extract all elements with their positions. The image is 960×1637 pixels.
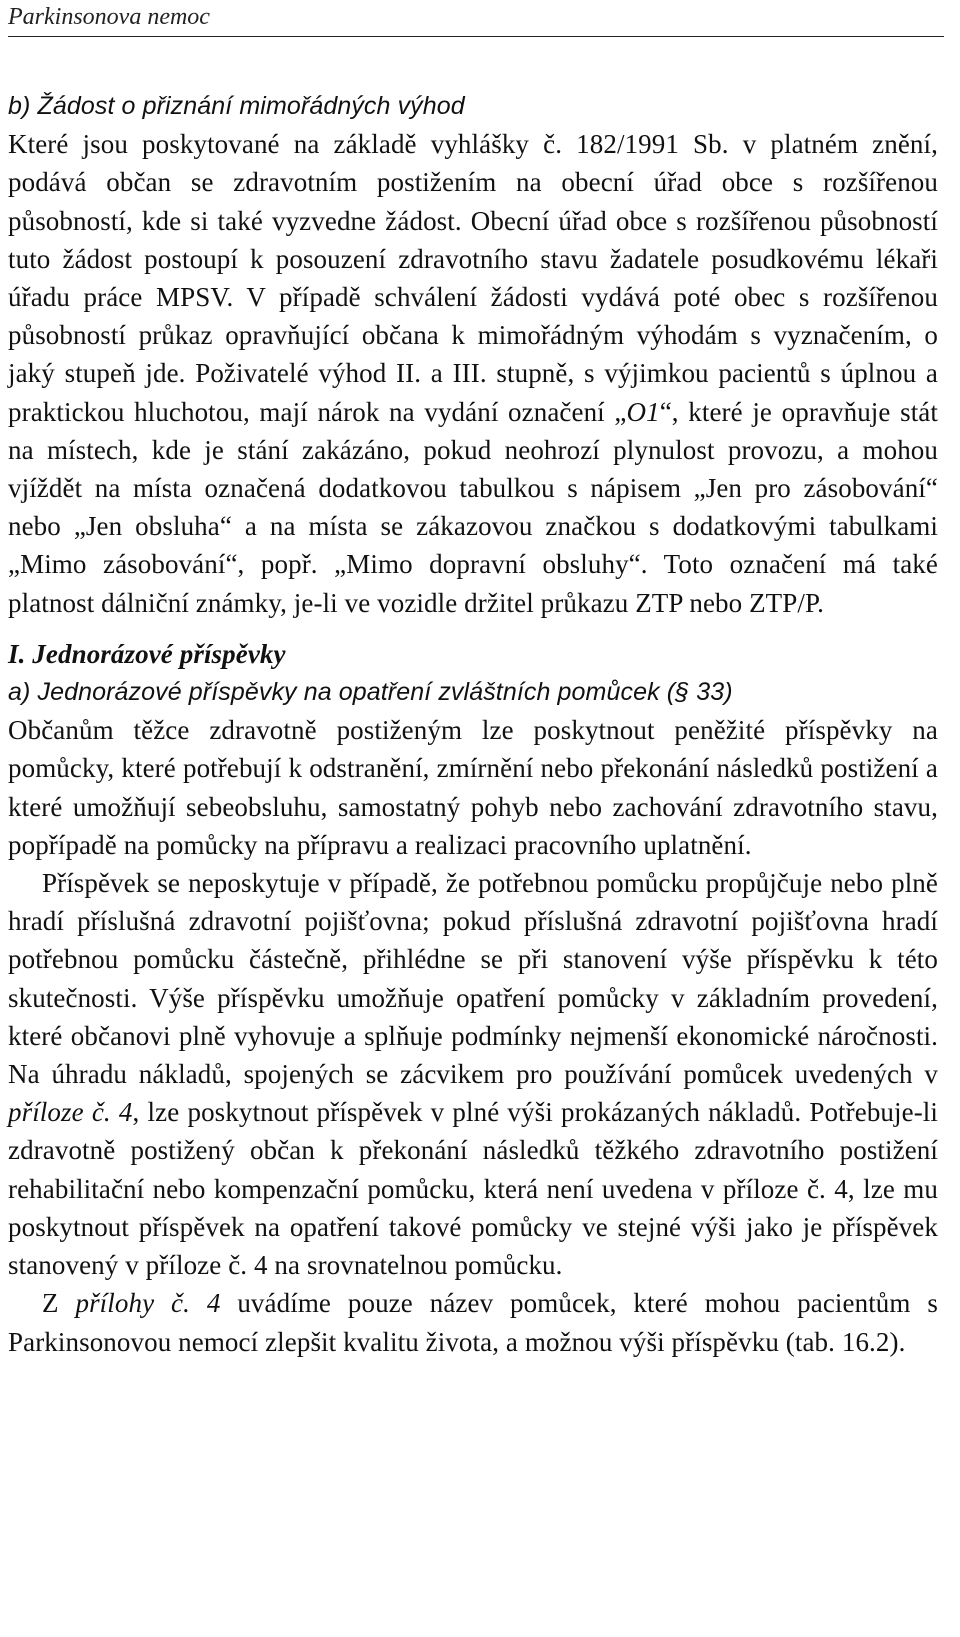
paragraph-2-text-2: , lze poskytnout příspěvek v plné výši prokázaných nákladů. Potřebuje-li zdravotně postižený občan k překonání následků těžkého zdravotního postižení rehabilitační nebo kompenzační pomůcku, která není uvedena v příloze č. 4, lze mu poskytnout příspěvek na opatření takové pomůcky ve stejné výši jako je příspěvek stanovený v příloze č. 4 na srovnatelnou pomůcku. xyxy=(8,1097,939,1281)
document-body xyxy=(8,87,938,1361)
paragraph-3-text: uvádíme pouze název pomůcek, které mohou pacientům s Parkinsonovou nemocí zlepšit kvalitu života, a možnou výši příspěvku (tab. 16.2). xyxy=(8,1288,938,1357)
paragraph-2-reference: příloze č. 4 xyxy=(8,1097,133,1128)
section-I-subsection-a-title: a) Jednorázové příspěvky na opatření zvláštních pomůcek (§ 33) xyxy=(8,678,733,707)
o1-mark: O1 xyxy=(626,396,660,427)
section-b-text-1: Které jsou poskytované na základě vyhlášky č. 182/1991 Sb. v platném znění, podává občan se zdravotním postižením na obecní úřad obce s rozšířenou působností, kde si také vyzvedne žádost. Obecní úřad obce s rozšířenou působností tuto žádost postoupí k posouzení zdravotního stavu žadatele posudkovému lékaři úřadu práce MPSV. V případě schválení žádosti vydává poté obec s rozšířenou působností průkaz opravňující občana k mimořádným výhodám s vyznačením, o jaký stupeň jde. Poživatelé výhod II. a III. stupně, s výjimkou pacientů s úplnou a praktickou hluchotou, mají nárok na vydání označení „ xyxy=(8,129,938,427)
paragraph-3-reference: přílohy č. 4 xyxy=(75,1288,221,1319)
section-b xyxy=(8,87,938,622)
paragraph-3-lead: Z xyxy=(42,1288,76,1319)
section-I-paragraph-1: Občanům těžce zdravotně postiženým lze poskytnout peněžité příspěvky na pomůcky, které potřebují k odstranění, zmírnění nebo překonání následků postižení a které umožňují sebeobsluhu, samostatný pohyb nebo zachování zdravotního stavu, popřípadě na pomůcky na přípravu a realizaci pracovního uplatnění. xyxy=(8,715,938,860)
header-rule xyxy=(8,36,944,37)
section-I-title: I. Jednorázové příspěvky xyxy=(8,638,286,669)
section-b-text-2: “, které je opravňuje stát na místech, kde je stání zakázáno, pokud neohrozí plynulost provozu, a mohou vjíždět na místa označená dodatkovou tabulkou s nápisem „Jen pro zásobování“ nebo „Jen obsluha“ a na místa se zákazovou značkou s dodatkovými tabulkami „Mimo zásobování“, popř. „Mimo dopravní obsluhy“. Toto označení má také platnost dálniční známky, je-li ve vozidle držitel průkazu ZTP nebo ZTP/P. xyxy=(8,396,938,618)
section-I-paragraph-2 xyxy=(8,864,938,1284)
section-I-paragraph-3 xyxy=(8,1284,938,1360)
running-header-title: Parkinsonova nemoc xyxy=(8,4,210,30)
section-b-paragraph xyxy=(8,125,938,622)
section-b-title: b) Žádost o přiznání mimořádných výhod xyxy=(8,92,465,120)
paragraph-2-text-1: Příspěvek se neposkytuje v případě, že potřebnou pomůcku propůjčuje nebo plně hradí příslušná zdravotní pojišťovna; pokud příslušná zdravotní pojišťovna hradí potřebnou pomůcku částečně, přihlédne se při stanovení výše příspěvku k této skutečnosti. Výše příspěvku umožňuje opatření pomůcky v základním provedení, které občanovi plně vyhovuje a splňuje podmínky nejmenší ekonomické náročnosti. Na úhradu nákladů, spojených se zácvikem pro používání pomůcek uvedených v xyxy=(8,868,938,1090)
